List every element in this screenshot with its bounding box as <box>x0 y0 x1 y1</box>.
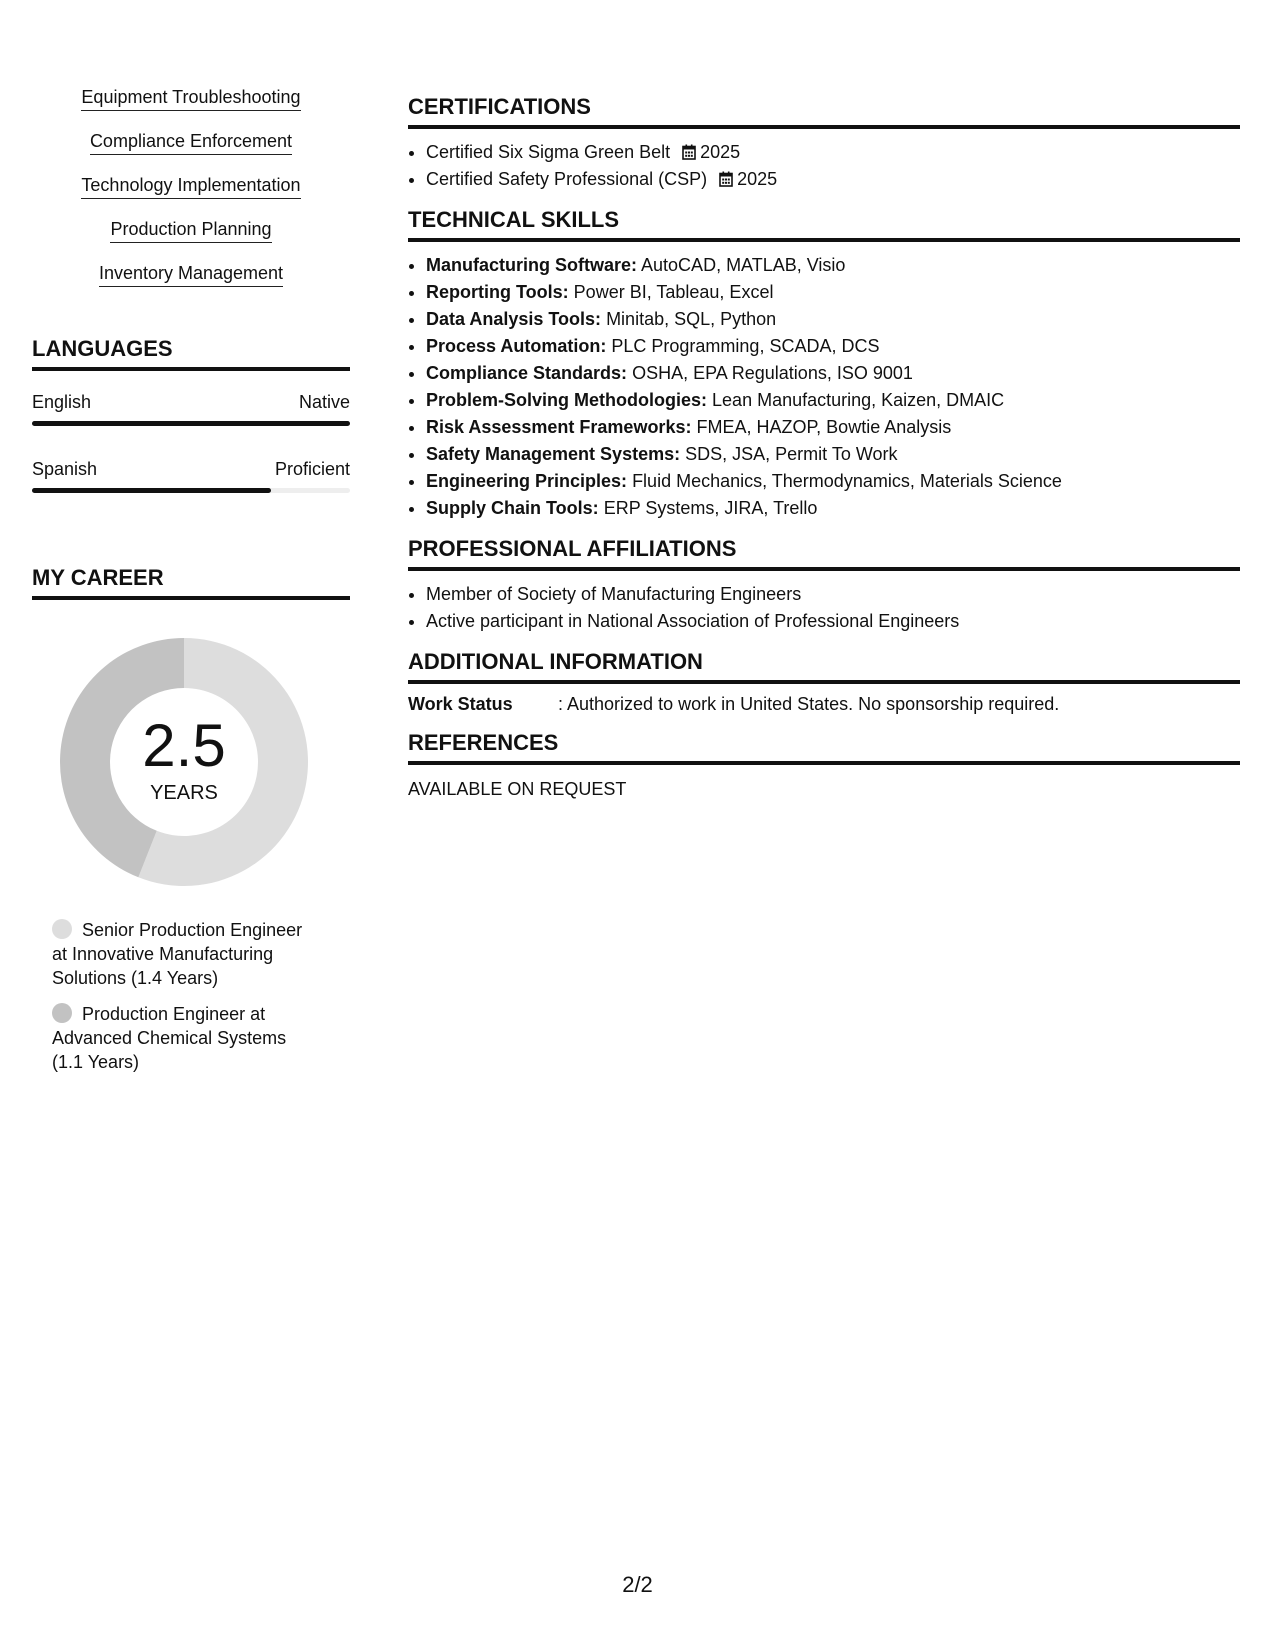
skill-tag: Technology Implementation <box>81 174 300 199</box>
skill-label: Manufacturing Software: <box>426 255 638 275</box>
references-text: AVAILABLE ON REQUEST <box>408 779 627 799</box>
work-status-value: : Authorized to work in United States. No sponsorship required. <box>558 694 1060 714</box>
technical-skill-item <box>426 468 1240 495</box>
language-spanish <box>32 458 350 493</box>
references-section <box>408 730 1240 801</box>
career-donut-chart <box>54 632 314 892</box>
certifications-section <box>408 94 1240 193</box>
language-bar <box>32 421 350 426</box>
technical-skills-list <box>408 252 1240 522</box>
technical-skill-item <box>426 387 1240 414</box>
technical-skill-item <box>426 414 1240 441</box>
right-column <box>408 94 1240 815</box>
language-level: Proficient <box>274 459 350 479</box>
legend-item <box>52 1002 322 1074</box>
calendar-icon <box>682 144 696 160</box>
language-english <box>32 391 350 426</box>
career-legend <box>52 918 322 1074</box>
certifications-title: CERTIFICATIONS <box>408 94 1240 129</box>
affiliation-item: • Member of Society of Manufacturing Engineers <box>426 581 1240 608</box>
skill-value: PLC Programming, SCADA, DCS <box>611 336 880 356</box>
skill-label: Data Analysis Tools: <box>426 309 602 329</box>
certification-year: 2025 <box>700 142 741 162</box>
page-number: 2/2 <box>622 1572 653 1597</box>
affiliations-title: PROFESSIONAL AFFILIATIONS <box>408 536 1240 571</box>
technical-skill-item <box>426 360 1240 387</box>
additional-info-section <box>408 649 1240 716</box>
skill-value: Power BI, Tableau, Excel <box>573 282 774 302</box>
legend-dot <box>52 1003 72 1023</box>
skill-value: SDS, JSA, Permit To Work <box>685 444 898 464</box>
languages-title: LANGUAGES <box>32 336 350 371</box>
certification-name: Certified Six Sigma Green Belt <box>426 142 671 162</box>
left-column <box>32 86 350 1086</box>
language-level: Native <box>298 392 350 412</box>
skill-tag: Inventory Management <box>99 262 283 287</box>
skill-value: Fluid Mechanics, Thermodynamics, Materials Science <box>632 471 1062 491</box>
certification-item <box>426 166 1240 193</box>
affiliation-item: • Active participant in National Association of Professional Engineers <box>426 608 1240 635</box>
skill-label: Problem-Solving Methodologies: <box>426 390 708 410</box>
legend-item <box>52 918 322 990</box>
legend-text: Production Engineer at Advanced Chemical Systems (1.1 Years) <box>52 1004 287 1072</box>
career-total-value: 2.5 <box>142 712 226 779</box>
references-title: REFERENCES <box>408 730 1240 765</box>
work-status-row <box>408 692 1240 716</box>
affiliations-section <box>408 536 1240 635</box>
skill-label: Safety Management Systems: <box>426 444 681 464</box>
legend-dot <box>52 919 72 939</box>
skill-tag: Compliance Enforcement <box>90 130 292 155</box>
affiliations-list <box>408 581 1240 635</box>
language-bar <box>32 488 350 493</box>
technical-skill-item <box>426 495 1240 522</box>
certification-name: Certified Safety Professional (CSP) <box>426 169 708 189</box>
additional-info-title: ADDITIONAL INFORMATION <box>408 649 1240 684</box>
skill-tag: Equipment Troubleshooting <box>81 86 300 111</box>
skill-label: Compliance Standards: <box>426 363 628 383</box>
technical-skills-title: TECHNICAL SKILLS <box>408 207 1240 242</box>
certifications-list <box>408 139 1240 193</box>
skill-value: FMEA, HAZOP, Bowtie Analysis <box>696 417 952 437</box>
technical-skill-item <box>426 441 1240 468</box>
skill-label: Reporting Tools: <box>426 282 569 302</box>
technical-skills-section <box>408 207 1240 522</box>
technical-skill-item <box>426 306 1240 333</box>
skill-value: ERP Systems, JIRA, Trello <box>603 498 818 518</box>
skill-tags <box>32 86 350 306</box>
career-total-unit: YEARS <box>150 782 218 804</box>
skill-value: OSHA, EPA Regulations, ISO 9001 <box>632 363 913 383</box>
calendar-icon <box>719 171 733 187</box>
chart-center <box>54 632 314 892</box>
language-name: English <box>32 392 92 412</box>
skill-label: Risk Assessment Frameworks: <box>426 417 692 437</box>
language-bar-fill <box>32 488 271 493</box>
skill-value: Lean Manufacturing, Kaizen, DMAIC <box>712 390 1005 410</box>
career-section <box>32 565 350 1074</box>
skill-label: Process Automation: <box>426 336 607 356</box>
skill-tag: Production Planning <box>110 218 271 243</box>
skill-label: Supply Chain Tools: <box>426 498 599 518</box>
certification-year: 2025 <box>737 169 778 189</box>
career-title: MY CAREER <box>32 565 350 600</box>
technical-skill-item <box>426 279 1240 306</box>
skill-value: Minitab, SQL, Python <box>606 309 777 329</box>
technical-skill-item <box>426 252 1240 279</box>
technical-skill-item <box>426 333 1240 360</box>
language-name: Spanish <box>32 459 98 479</box>
certification-item <box>426 139 1240 166</box>
work-status-label: Work Status <box>408 694 513 714</box>
language-bar-fill <box>32 421 350 426</box>
skill-label: Engineering Principles: <box>426 471 628 491</box>
legend-text: Senior Production Engineer at Innovative Manufacturing Solutions (1.4 Years) <box>52 920 303 988</box>
languages-section <box>32 336 350 493</box>
skill-value: AutoCAD, MATLAB, Visio <box>641 255 846 275</box>
